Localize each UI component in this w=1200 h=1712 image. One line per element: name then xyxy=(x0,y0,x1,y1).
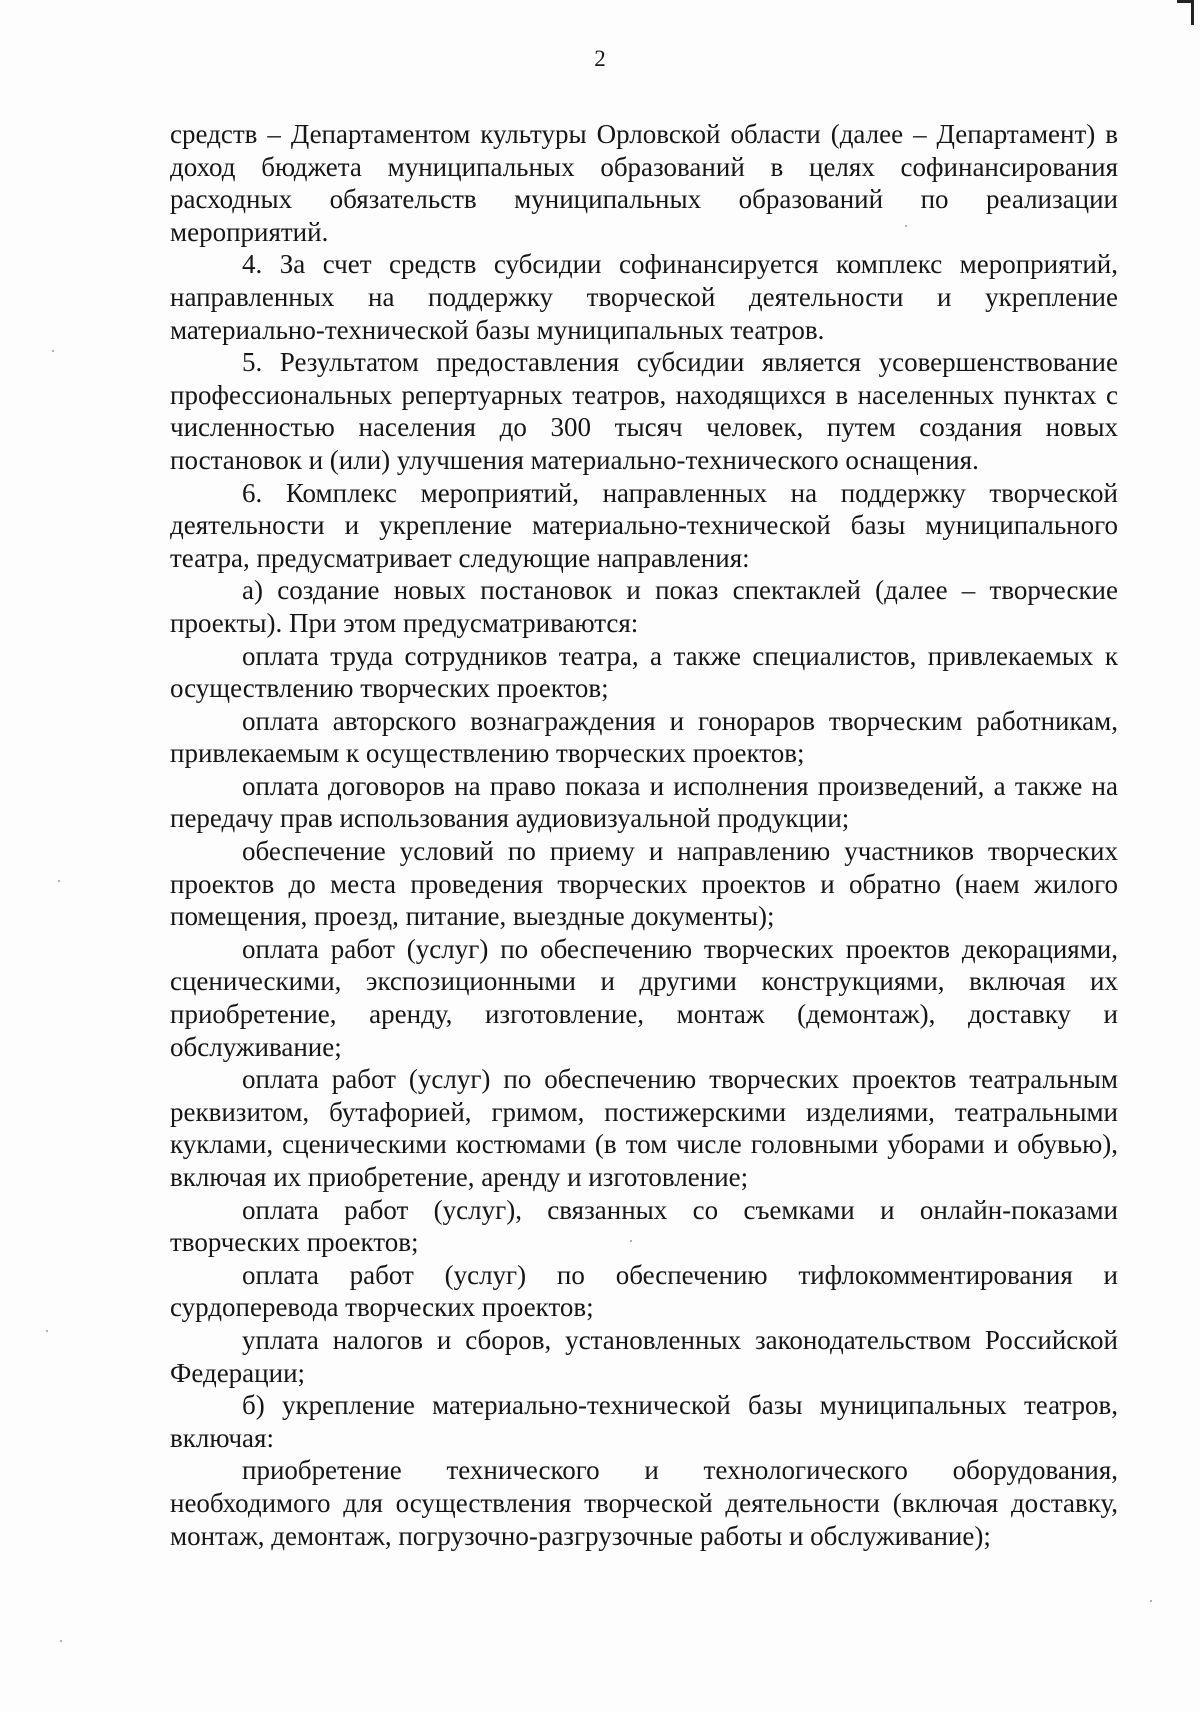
paragraph-6: оплата труда сотрудников театра, а также специалистов, привлекаемых к осуществлению творческих проектов; xyxy=(170,640,1118,704)
paragraph-14: уплата налогов и сборов, установленных законодательством Российской Федерации; xyxy=(170,1324,1118,1388)
scan-speck xyxy=(1150,1600,1152,1602)
paragraph-3: 5. Результатом предоставления субсидии является усовершенствование профессиональных репертуарных театров, находящихся в населенных пунктах с численностью населения до 300 тысяч человек, путем создания новых постановок и (или) улучшения материально-технического оснащения. xyxy=(170,347,1118,475)
scan-corner-mark xyxy=(1177,0,1194,25)
paragraph-16: приобретение технического и технологического оборудования, необходимого для осуществления творческой деятельности (включая доставку, монтаж, демонтаж, погрузочно-разгрузочные работы и обслуживание); xyxy=(170,1455,1118,1551)
paragraph-4: 6. Комплекс мероприятий, направленных на поддержку творческой деятельности и укрепление материально-технической базы муниципального театра, предусматривает следующие направления: xyxy=(170,477,1118,573)
paragraph-15: б) укрепление материально-технической базы муниципальных театров, включая: xyxy=(170,1390,1118,1453)
paragraph-1: средств – Департаментом культуры Орловской области (далее – Департамент) в доход бюджета муниципальных образований в целях софинансирования расходных обязательств муниципальных образований по реализации мероприятий. xyxy=(170,119,1118,247)
paragraph-5: а) создание новых постановок и показ спектаклей (далее – творческие проекты). При этом предусматриваются: xyxy=(170,575,1118,638)
scan-speck xyxy=(630,1240,632,1242)
paragraph-12: оплата работ (услуг), связанных со съемками и онлайн-показами творческих проектов; xyxy=(170,1194,1118,1258)
paragraph-13: оплата работ (услуг) по обеспечению тифлокомментирования и сурдоперевода творческих проектов; xyxy=(170,1259,1118,1323)
paragraph-11: оплата работ (услуг) по обеспечению творческих проектов театральным реквизитом, бутафорией, гримом, постижерскими изделиями, театральными куклами, сценическими костюмами (в том числе головными уборами и обувью), включая их приобретение, аренду и изготовление; xyxy=(170,1064,1118,1192)
scan-speck xyxy=(52,350,54,352)
paragraph-10: оплата работ (услуг) по обеспечению творческих проектов декорациями, сценическими, экспозиционными и другими конструкциями, включая их приобретение, аренду, изготовление, монтаж (демонтаж), доставку и обслуживание; xyxy=(170,933,1118,1062)
scan-speck xyxy=(905,225,907,227)
paragraph-8: оплата договоров на право показа и исполнения произведений, а также на передачу прав использования аудиовизуальной продукции; xyxy=(170,770,1118,834)
paragraph-2: 4. За счет средств субсидии софинансируется комплекс мероприятий, направленных на поддержку творческой деятельности и укрепление материально-технической базы муниципальных театров. xyxy=(170,249,1118,345)
scan-speck xyxy=(58,880,60,882)
scan-speck xyxy=(60,1640,62,1642)
paragraph-7: оплата авторского вознаграждения и гонораров творческим работникам, привлекаемым к осуществлению творческих проектов; xyxy=(170,705,1118,769)
scan-speck xyxy=(46,1330,48,1332)
paragraph-9: обеспечение условий по приему и направлению участников творческих проектов до места проведения творческих проектов и обратно (наем жилого помещения, проезд, питание, выездные документы); xyxy=(170,836,1118,932)
page-number: 2 xyxy=(594,46,606,71)
document-body xyxy=(170,118,1118,1552)
